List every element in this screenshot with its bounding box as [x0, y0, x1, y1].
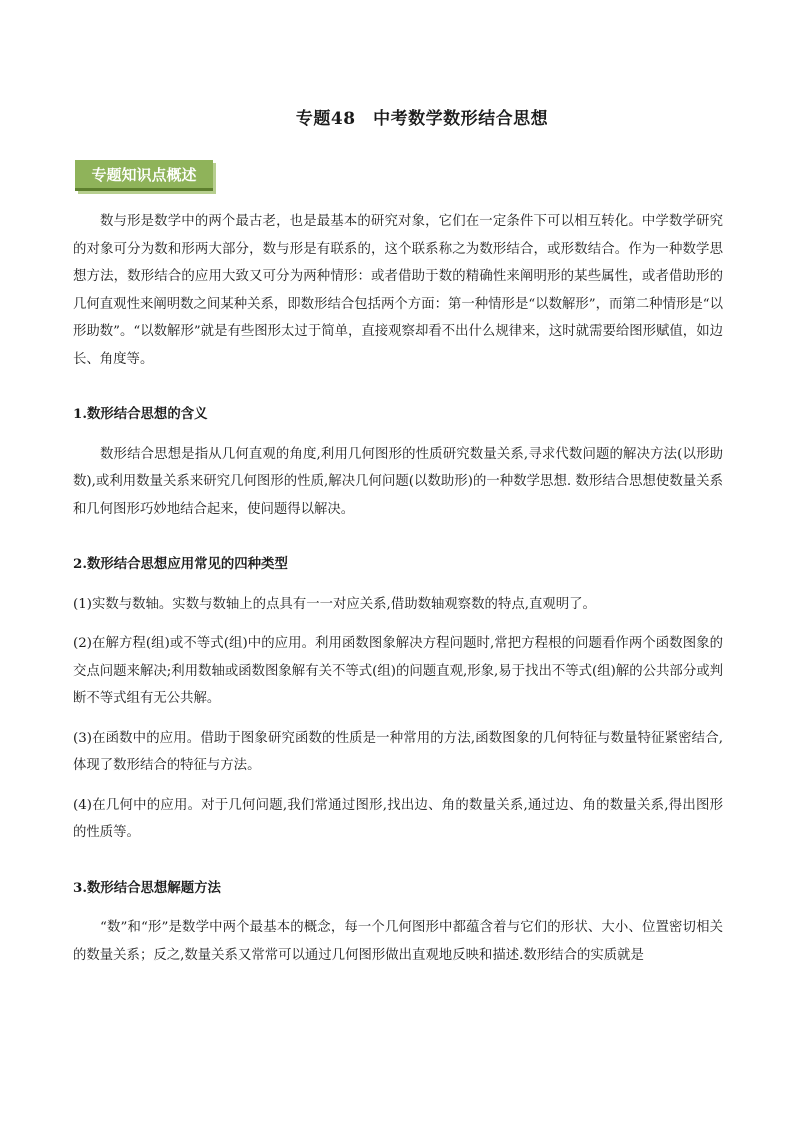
- document-body: [73, 208, 723, 969]
- section-heading-2: 2.数形结合思想应用常见的四种类型: [73, 556, 288, 572]
- list-item-1: (1)实数与数轴。实数与数轴上的点具有一一对应关系,借助数轴观察数的特点,直观明了。: [73, 596, 596, 612]
- section-3-paragraph: “数”和“形”是数学中两个最基本的概念，每一个几何图形中都蕴含着与它们的形状、大小、位置密切相关的数量关系；反之,数量关系又常常可以通过几何图形做出直观地反映和描述.数形结合的实质就是: [73, 920, 723, 963]
- section-banner: [75, 160, 213, 191]
- section-heading-3: 3.数形结合思想解题方法: [73, 879, 221, 896]
- list-item-4: (4)在几何中的应用。对于几何问题,我们常通过图形,找出边、角的数量关系,通过边、角的数量关系,得出图形的性质等。: [73, 797, 723, 840]
- list-item-3: (3)在函数中的应用。借助于图象研究函数的性质是一种常用的方法,函数图象的几何特征与数量特征紧密结合,体现了数形结合的特征与方法。: [73, 730, 723, 773]
- section-banner-label: 专题知识点概述: [91, 165, 197, 184]
- intro-paragraph: 数与形是数学中的两个最古老，也是最基本的研究对象，它们在一定条件下可以相互转化。中学数学研究的对象可分为数和形两大部分，数与形是有联系的，这个联系称之为数形结合，或形数结合。作为一种数学思想方法，数形结合的应用大致又可分为两种情形：或者借助于数的精确性来阐明形的某些属性，或者借助形的几何直观性来阐明数之间某种关系，即数形结合包括两个方面：第一种情形是“以数解形”，而第二种情形是“以形助数”。“以数解形”就是有些图形太过于简单，直接观察却看不出什么规律来，这时就需要给图形赋值，如边长、角度等。: [73, 214, 723, 367]
- paragraph-mark-icon: ↵: [206, 176, 214, 186]
- page-title: 专题48 中考数学数形结合思想: [295, 109, 549, 129]
- list-item-2: (2)在解方程(组)或不等式(组)中的应用。利用函数图象解决方程问题时,常把方程根的问题看作两个函数图象的交点问题来解决;利用数轴或函数图象解有关不等式(组)的问题直观,形象,易于找出不等式(组)解的公共部分或判断不等式组有无公共解。: [73, 636, 723, 706]
- section-1-paragraph: 数形结合思想是指从几何直观的角度,利用几何图形的性质研究数量关系,寻求代数问题的解决方法(以形助数),或利用数量关系来研究几何图形的性质,解决几何问题(以数助形)的一种数学思想. 数形结合思想使数量关系和几何图形巧妙地结合起来，使问题得以解决。: [73, 446, 723, 517]
- section-heading-1: 1.数形结合思想的含义: [73, 406, 208, 422]
